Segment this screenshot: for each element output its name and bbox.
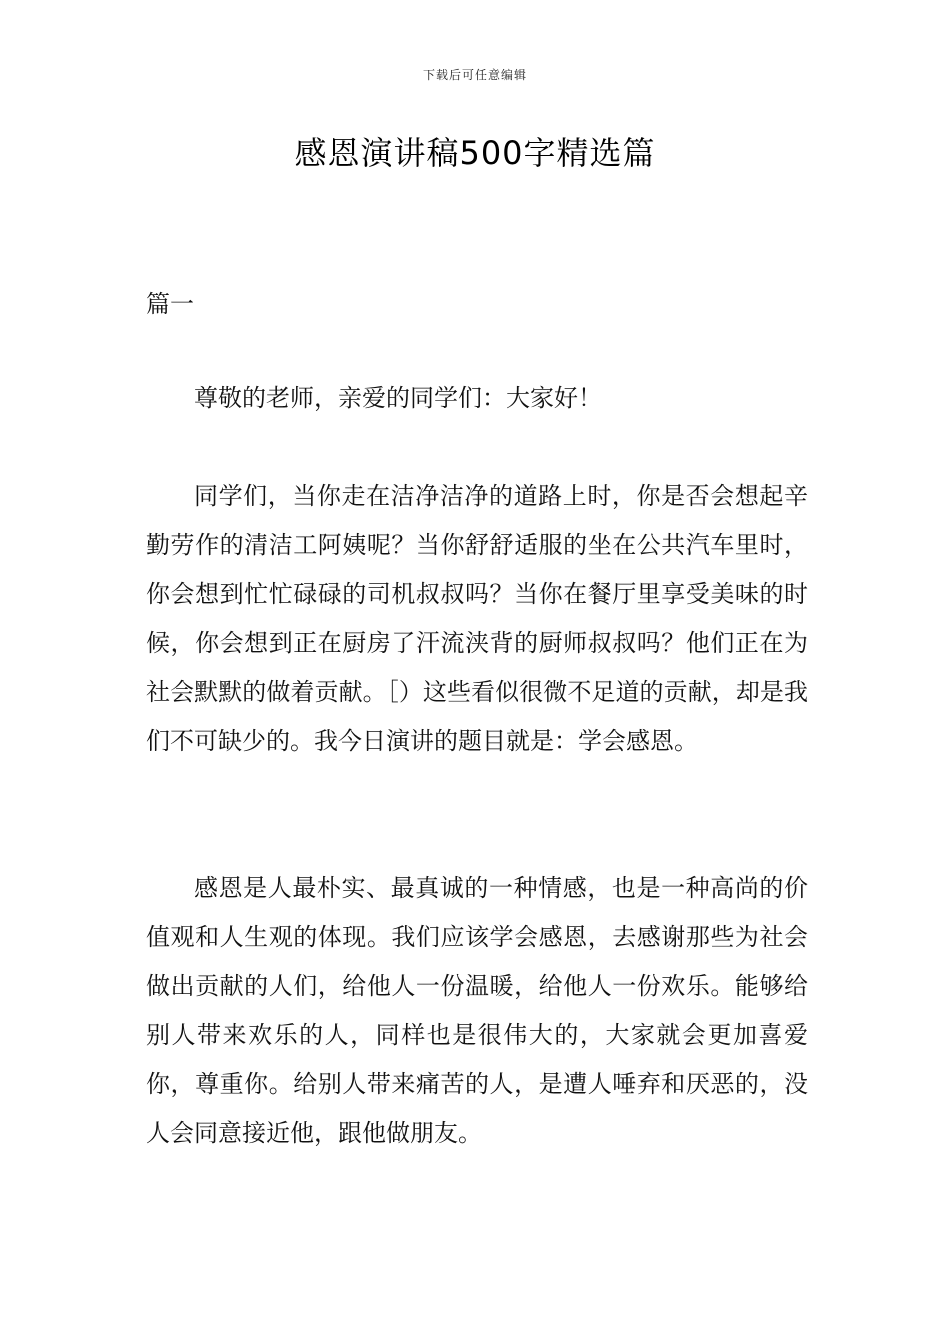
- body-paragraph-1: 同学们，当你走在洁净洁净的道路上时，你是否会想起辛勤劳作的清洁工阿姨呢？当你舒舒适服的坐在公共汽车里时，你会想到忙忙碌碌的司机叔叔吗？当你在餐厅里享受美味的时候，你会想到正在厨房了汗流浃背的厨师叔叔吗？他们正在为社会默默的做着贡献。［）这些看似很微不足道的贡献，却是我们不可缺少的。我今日演讲的题目就是：学会感恩。: [146, 482, 808, 755]
- header-note: 下载后可任意编辑: [422, 68, 527, 82]
- document-title: 感恩演讲稿500字精选篇: [294, 134, 656, 172]
- greeting-paragraph: 尊敬的老师，亲爱的同学们：大家好！: [194, 384, 602, 412]
- body-paragraph-2: 感恩是人最朴实、最真诚的一种情感，也是一种高尚的价值观和人生观的体现。我们应该学会感恩，去感谢那些为社会做出贡献的人们，给他人一份温暖，给他人一份欢乐。能够给别人带来欢乐的人，同样也是很伟大的，大家就会更加喜爱你，尊重你。给别人带来痛苦的人，是遭人唾弃和厌恶的，没人会同意接近他，跟他做朋友。: [146, 874, 808, 1147]
- section-heading: 篇一: [146, 290, 194, 318]
